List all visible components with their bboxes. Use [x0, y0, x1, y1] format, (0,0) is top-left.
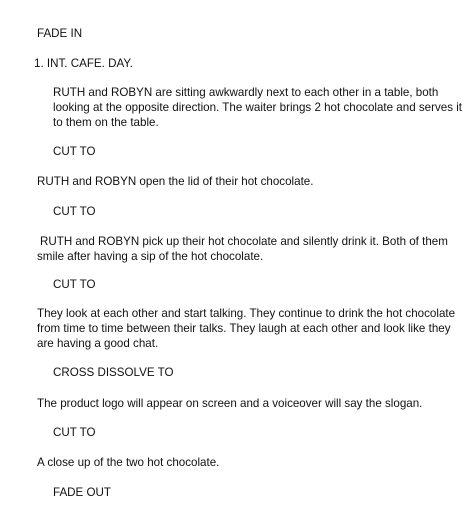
action-paragraph-3: RUTH and ROBYN pick up their hot chocolate and silently drink it. Both of them smile after having a sip of the hot chocolate. [37, 235, 448, 263]
fade-out-transition: FADE OUT [53, 486, 111, 499]
action-paragraph-5: The product logo will appear on screen and a voiceover will say the slogan. [37, 397, 423, 410]
cross-dissolve-transition: CROSS DISSOLVE TO [53, 366, 174, 379]
action-paragraph-1: RUTH and ROBYN are sitting awkwardly next to each other in a table, both looking at the opposite direction. The waiter brings 2 hot chocolate and serves it to them on the table. [53, 86, 463, 129]
scene-heading: 1. INT. CAFE. DAY. [34, 57, 133, 70]
fade-in-transition: FADE IN [37, 27, 83, 40]
cut-to-transition-1: CUT TO [53, 145, 96, 158]
action-paragraph-6: A close up of the two hot chocolate. [37, 456, 220, 469]
action-paragraph-4: They look at each other and start talking. They continue to drink the hot chocolate from time to time between their talks. They laugh at each other and look like they are having a good chat. [37, 307, 456, 350]
action-paragraph-2: RUTH and ROBYN open the lid of their hot chocolate. [37, 175, 314, 188]
cut-to-transition-4: CUT TO [53, 426, 96, 439]
cut-to-transition-3: CUT TO [53, 278, 96, 291]
cut-to-transition-2: CUT TO [53, 205, 96, 218]
